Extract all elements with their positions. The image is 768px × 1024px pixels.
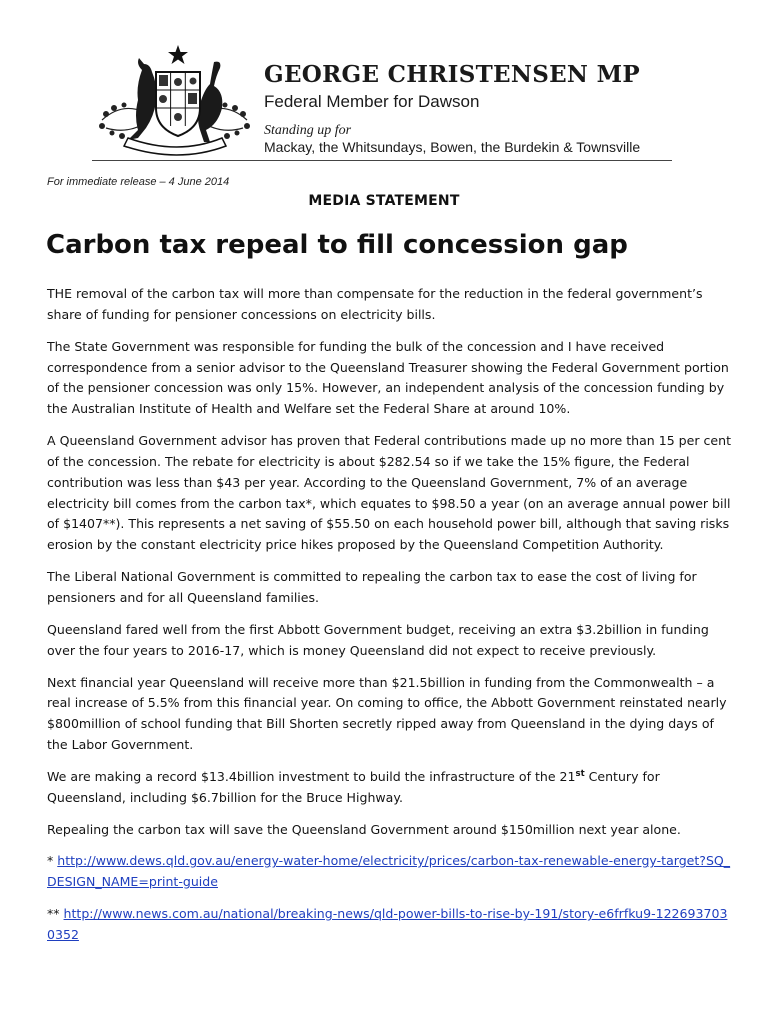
infrastructure-text: We are making a record $13.4billion investment to build the infrastructure of the 21 (47, 768, 576, 784)
paragraph: THE removal of the carbon tax will more than compensate for the reduction in the federal government’s share of funding for pensioner concessions on electricity bills. (47, 286, 703, 322)
release-date: For immediate release – 4 June 2014 (47, 176, 230, 188)
tagline: Standing up for (264, 123, 352, 138)
member-title: Federal Member for Dawson (264, 92, 480, 111)
article-body (47, 284, 732, 957)
coat-of-arms-logo (92, 42, 257, 160)
headline: Carbon tax repeal to fill concession gap (46, 230, 628, 260)
letterhead (92, 42, 672, 162)
footnote-marker: ** (47, 906, 64, 922)
letterhead-divider (92, 160, 672, 161)
footnote-link[interactable]: http://www.news.com.au/national/breaking-news/qld-power-bills-to-rise-by-191/story-e6frfku9-1226937030352 (47, 906, 728, 942)
member-name: GEORGE CHRISTENSEN MP (264, 61, 640, 88)
paragraph: The Liberal National Government is committed to repealing the carbon tax to ease the cost of living for pensioners and for all Queensland families. (47, 569, 697, 605)
paragraph: Queensland fared well from the first Abbott Government budget, receiving an extra $3.2billion in funding over the four years to 2016-17, which is money Queensland did not expect to receive previously. (47, 621, 709, 658)
paragraph-infrastructure (47, 767, 732, 809)
footnote (47, 851, 732, 893)
footnote (47, 904, 732, 946)
electorate-list: Mackay, the Whitsundays, Bowen, the Burdekin & Townsville (264, 139, 641, 155)
letterhead-text (264, 62, 674, 156)
paragraph: The State Government was responsible for funding the bulk of the concession and I have received correspondence from a senior advisor to the Queensland Treasurer showing the Federal Government portion of the pensioner concession was only 15%. However, an independent analysis of the concession funding by the Australian Institute of Health and Welfare set the Federal Share at around 10%. (47, 338, 729, 417)
paragraph: A Queensland Government advisor has proven that Federal contributions made up no more than 15 per cent of the concession. The rebate for electricity is about $282.54 so if we take the 15% figure, the Federal contribution was less than $43 per year. According to the Queensland Government, 7% of an average electricity bill comes from the carbon tax*, which equates to $98.50 a year (on an average annual power bill of $1407**). This represents a net saving of $55.50 on each household power bill, although that saving risks erosion by the constant electricity price hikes proposed by the Queensland Competition Authority. (47, 433, 731, 553)
footnote-marker: * (47, 853, 58, 869)
paragraph: Next financial year Queensland will receive more than $21.5billion in funding from the Commonwealth – a real increase of 5.5% from this financial year. On coming to office, the Abbott Government reinstated nearly $800million of school funding that Bill Shorten secretly ripped away from Queensland in the dying days of the Labor Government. (47, 674, 727, 753)
footnote-link[interactable]: http://www.dews.qld.gov.au/energy-water-home/electricity/prices/carbon-tax-renewable-energy-target?SQ_DESIGN_NAME=print-guide (47, 853, 731, 890)
ordinal-suffix: st (575, 768, 585, 779)
infrastructure-text-continued: Century for Queensland, including $6.7billion for the Bruce Highway. (47, 768, 660, 805)
statement-label: MEDIA STATEMENT (308, 193, 460, 209)
paragraph: Repealing the carbon tax will save the Queensland Government around $150million next year alone. (47, 821, 681, 837)
